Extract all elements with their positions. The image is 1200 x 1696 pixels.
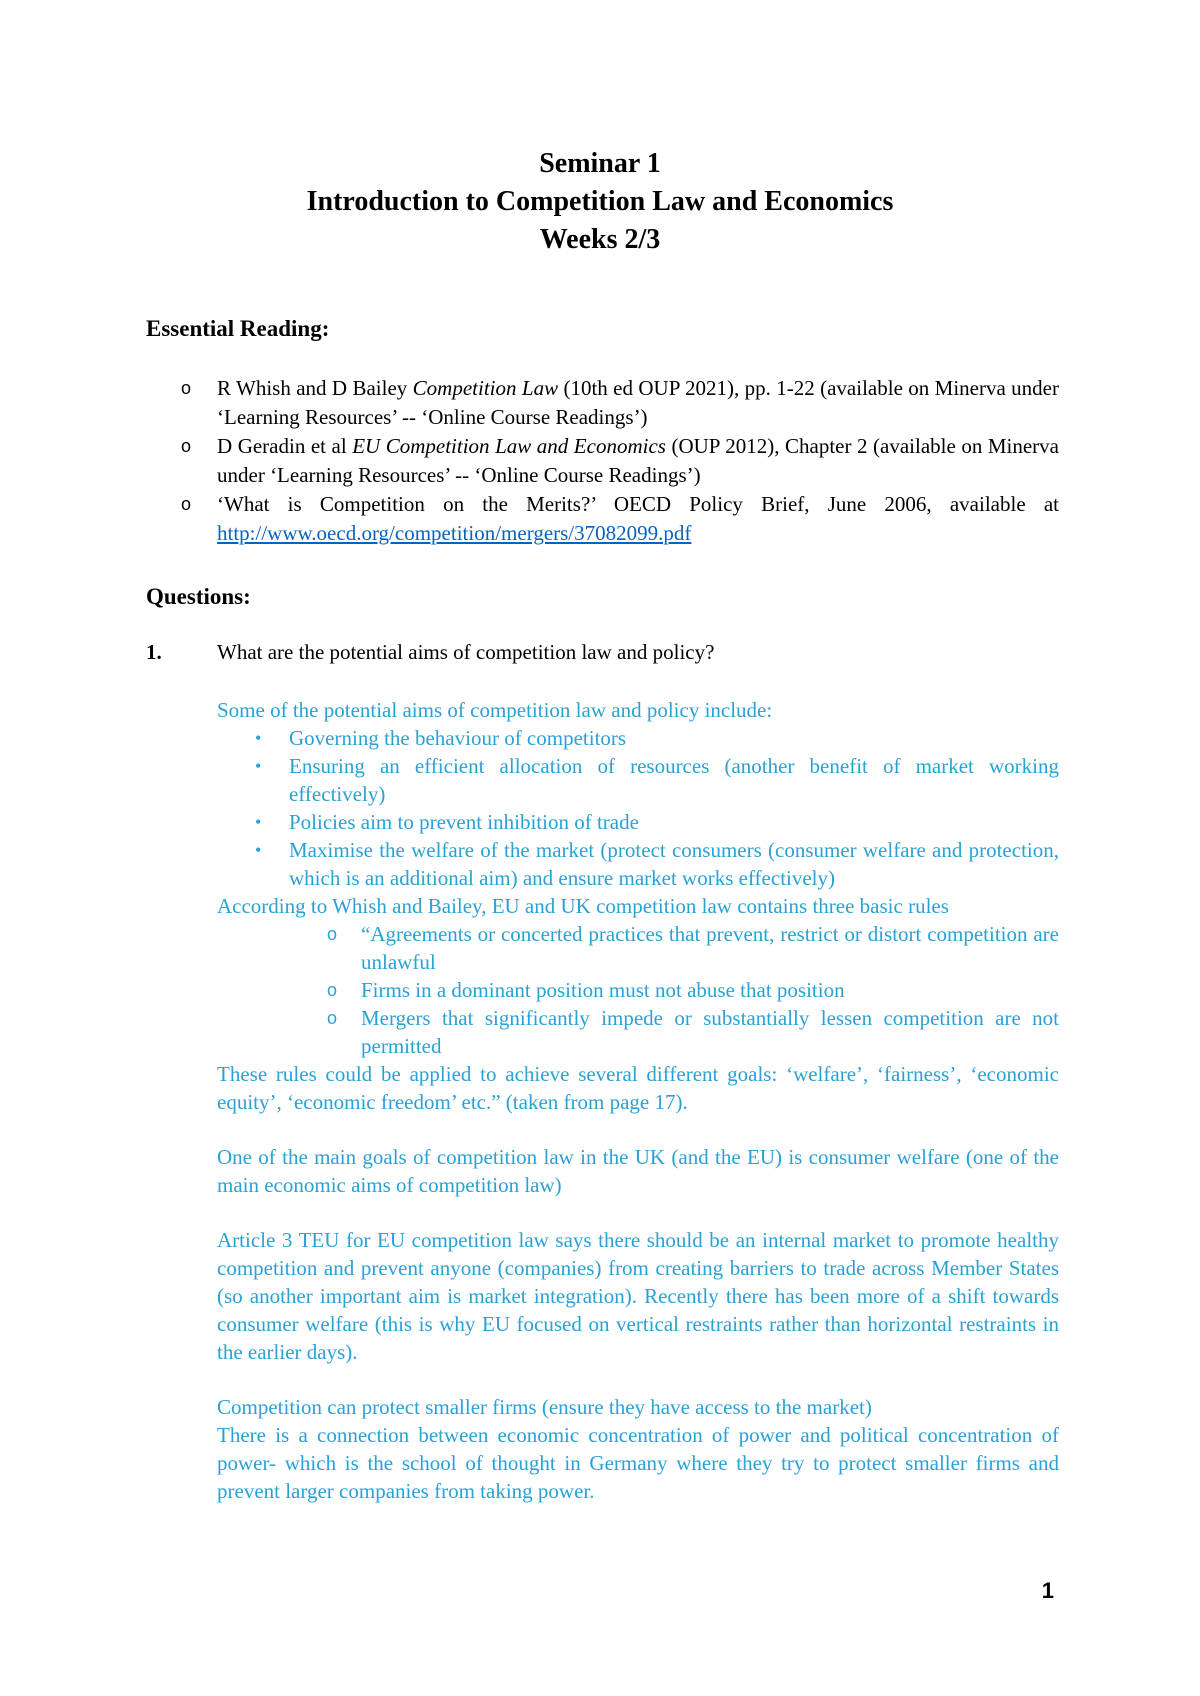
list-item: o Firms in a dominant position must not abuse that position	[327, 978, 845, 1002]
bullet-marker: •	[255, 840, 262, 860]
bullet-marker: •	[255, 728, 262, 748]
list-marker: o	[181, 378, 192, 398]
list-item: • Governing the behaviour of competitors	[255, 726, 627, 750]
rules-list	[217, 920, 1059, 1060]
reading-item: o ‘What is Competition on the Merits?’ OECD Policy Brief, June 2006, available at http://www.oecd.org/competition/mergers/37082099.pdf	[181, 492, 1059, 545]
list-item: o “Agreements or concerted practices that prevent, restrict or distort competition are unlawful	[327, 922, 1059, 974]
list-item: • Policies aim to prevent inhibition of trade	[255, 810, 639, 834]
weeks-label: Weeks 2/3	[539, 224, 661, 255]
list-marker: o	[327, 980, 338, 1000]
list-item: • Ensuring an efficient allocation of resources (another benefit of market working effectively)	[255, 754, 1059, 806]
oecd-link[interactable]: http://www.oecd.org/competition/mergers/37082099.pdf	[217, 521, 692, 545]
reading-item: o R Whish and D Bailey Competition Law (10th ed OUP 2021), pp. 1-22 (available on Minerva under ‘Learning Resources’ -- ‘Online Course Readings’)	[181, 376, 1059, 429]
bullet-marker: •	[255, 812, 262, 832]
smaller-firms-paragraph: Competition can protect smaller firms (ensure they have access to the market)	[217, 1395, 872, 1419]
list-marker: o	[327, 1008, 338, 1028]
concentration-paragraph: There is a connection between economic concentration of power and political concentration of power- which is the school of thought in Germany where they try to protect smaller firms and prevent larger companies from taking power.	[217, 1423, 1059, 1503]
essential-reading-list	[181, 374, 1059, 548]
questions-heading: Questions:	[146, 584, 251, 609]
list-marker: o	[181, 436, 192, 456]
whish-bailey-intro: According to Whish and Bailey, EU and UK competition law contains three basic rules	[217, 894, 949, 918]
article3-paragraph: Article 3 TEU for EU competition law says there should be an internal market to promote healthy competition and prevent anyone (companies) from creating barriers to trade across Member States (so another important aim is market integration). Recently there has been more of a shift towards consumer welfare (this is why EU focused on vertical restraints rather than horizontal restraints in the earlier days).	[217, 1228, 1059, 1364]
essential-reading-heading: Essential Reading:	[146, 316, 330, 341]
course-title: Introduction to Competition Law and Economics	[306, 186, 894, 217]
question-text: What are the potential aims of competition law and policy?	[217, 640, 715, 664]
list-marker: o	[181, 494, 192, 514]
page-number: 1	[1041, 1578, 1054, 1603]
consumer-welfare-paragraph: One of the main goals of competition law in the UK (and the EU) is consumer welfare (one of the main economic aims of competition law)	[217, 1145, 1059, 1197]
list-item: o Mergers that significantly impede or substantially lessen competition are not permitted	[327, 1006, 1059, 1058]
aims-bullet-list	[217, 724, 1059, 892]
answer-block	[217, 696, 1059, 1505]
question-number: 1.	[146, 640, 162, 664]
seminar-title: Seminar 1	[539, 148, 661, 179]
bullet-marker: •	[255, 756, 262, 776]
reading-item: o D Geradin et al EU Competition Law and Economics (OUP 2012), Chapter 2 (available on Minerva under ‘Learning Resources’ -- ‘Online Course Readings’)	[181, 434, 1059, 487]
list-marker: o	[327, 924, 338, 944]
answer-intro: Some of the potential aims of competition law and policy include:	[217, 698, 773, 722]
rules-goals-paragraph: These rules could be applied to achieve several different goals: ‘welfare’, ‘fairness’, ‘economic equity’, ‘economic freedom’ etc.” (taken from page 17).	[217, 1062, 1059, 1114]
list-item: • Maximise the welfare of the market (protect consumers (consumer welfare and protection, which is an additional aim) and ensure market works effectively)	[255, 838, 1059, 890]
